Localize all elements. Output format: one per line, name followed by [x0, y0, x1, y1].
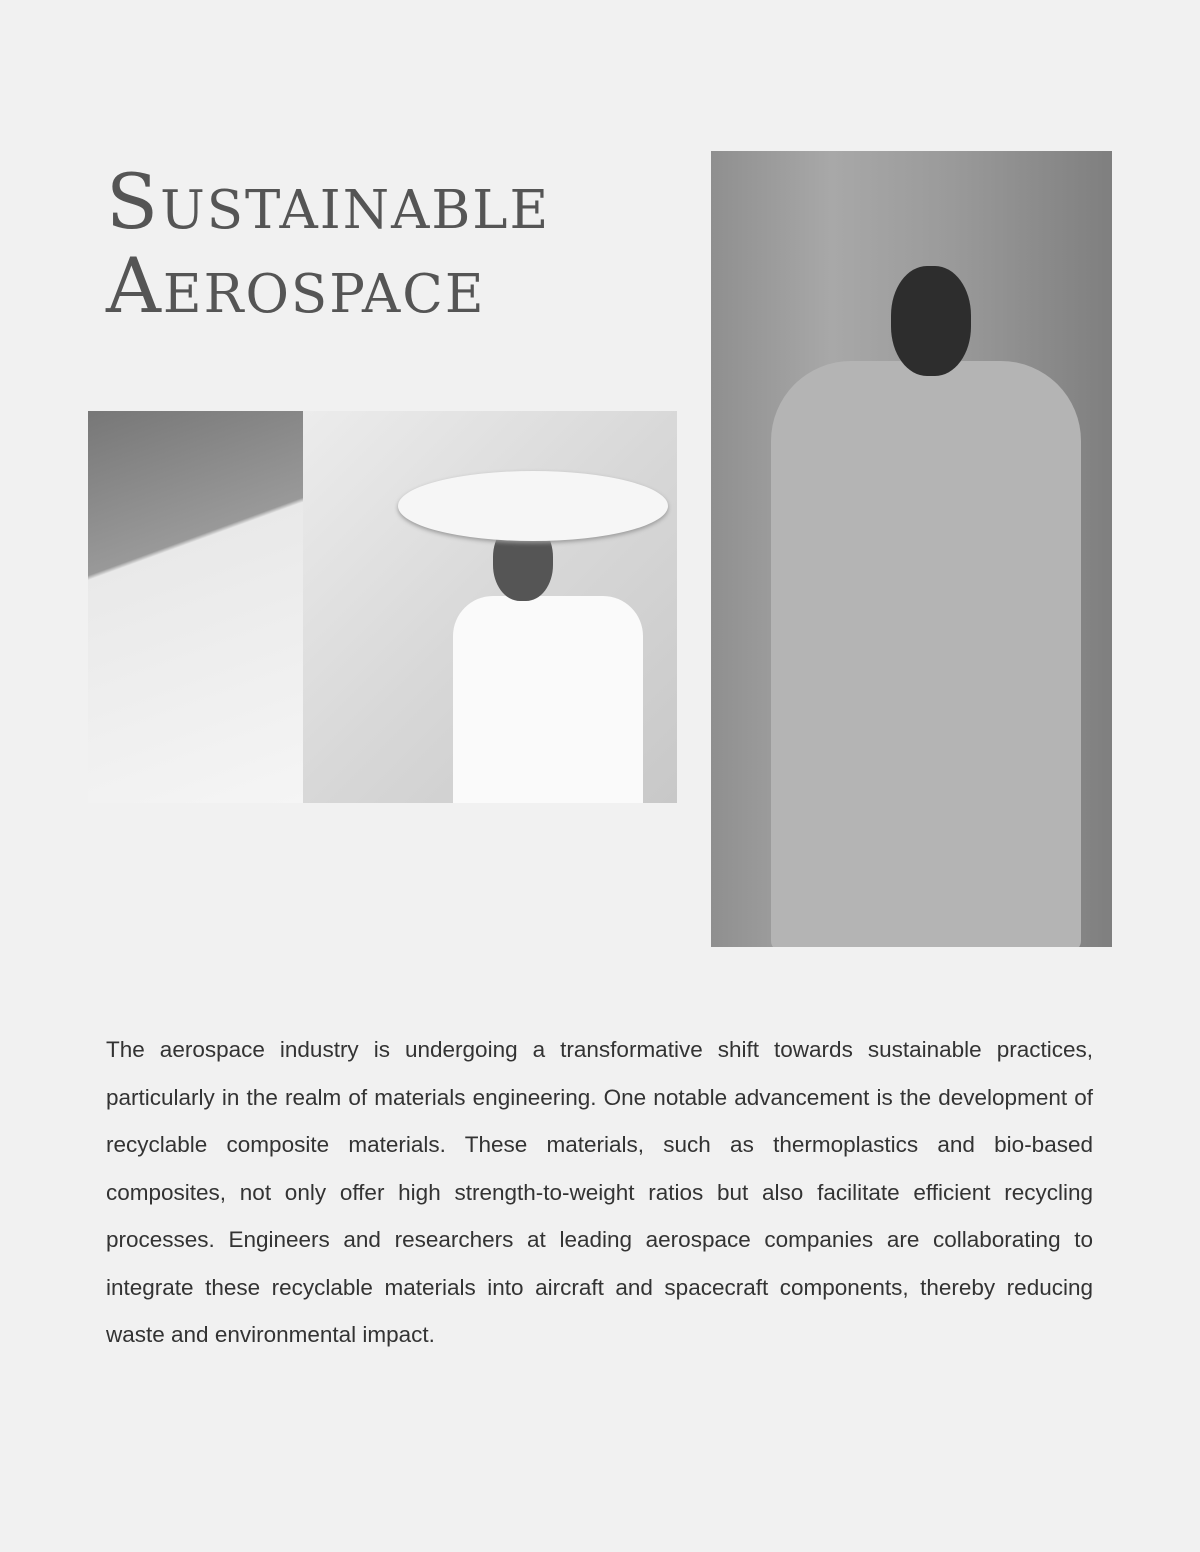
- body-paragraph: The aerospace industry is undergoing a transformative shift towards sustainable practices, particularly in the realm of materials engineering. One notable advancement is the development of recyclable composite materials. These materials, such as thermoplastics and bio-based composites, not only offer high strength-to-weight ratios but also facilitate efficient recycling processes. Engineers and researchers at leading aerospace companies are collaborating to integrate these recyclable materials into aircraft and spacecraft components, thereby reducing waste and environmental impact.: [106, 1037, 1093, 1347]
- page-title: [106, 157, 551, 330]
- title-line-1: Sustainable: [106, 157, 551, 246]
- photo-stairs: [88, 411, 303, 803]
- photo-man-coat: [711, 151, 1112, 947]
- photo-woman-hat: [303, 411, 677, 803]
- title-line-2: Aerospace: [106, 241, 486, 330]
